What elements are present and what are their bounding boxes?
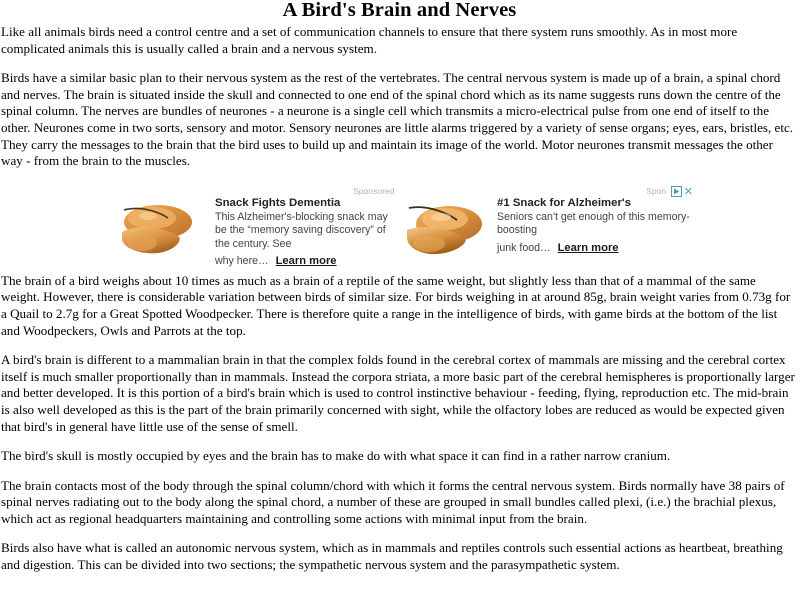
ad-text-right (497, 196, 693, 259)
ad-unit-right[interactable] (403, 183, 693, 261)
article-paragraph: Birds have a similar basic plan to their nervous system as the rest of the vertebrates. The central nervous system is made up of a brain, a spinal chord and nerves. The brain is situated inside the skull and connected to one end of the spinal chord which as its name suggests runs down the centre of the spinal column. The nerves are bundles of neurones - a neurone is a single cell which transmits a micro-electrical pulse from one end of itself to the other. Neurones come in two sorts, sensory and motor. Sensory neurones are little alarms triggered by a variety of sense organs; eyes, ears, bristles, etc. They carry the messages to the brain that the bird uses to build up and maintain its image of the world. Motor neurones transmit messages the other way - from the brain to the muscles. (1, 70, 794, 169)
article-paragraph: The bird's skull is mostly occupied by eyes and the brain has to make do with what space it can find in a rather narrow cranium. (1, 448, 671, 464)
article-paragraph: Like all animals birds need a control centre and a set of communication channels to ensure that there system runs smoothly. As in most more complicated animals this is usually called a brain and a nervous system. (1, 24, 738, 56)
sponsored-label: Spon (646, 185, 667, 196)
ad-text-left (215, 196, 399, 269)
page-title: A Bird's Brain and Nerves (282, 0, 517, 21)
ad-headline[interactable]: Snack Fights Dementia (215, 196, 341, 209)
sponsored-label: Sponsored (353, 185, 395, 196)
ad-headline[interactable]: #1 Snack for Alzheimer's (497, 196, 631, 209)
ad-cta-prefix: junk food… (497, 241, 551, 254)
ad-cta-line (497, 242, 693, 255)
article-paragraph: Birds also have what is called an autonomic nervous system, which as in mammals and reptiles controls such essential actions as heartbeat, breathing and digestion. This can be divided into two sections; the sympathetic nervous system and the parasympathetic system. (1, 540, 783, 573)
advertisement-row (1, 183, 798, 267)
ad-image-right[interactable] (403, 196, 488, 259)
ad-description: This Alzheimer's-blocking snack may be the “memory saving discovery” of the century. See (215, 210, 388, 250)
ad-cta-line (215, 255, 399, 268)
ad-cta-prefix: why here… (215, 254, 269, 267)
learn-more-link[interactable]: Learn more (275, 254, 337, 267)
ad-body[interactable] (403, 196, 693, 259)
ad-description: Seniors can't get enough of this memory-boosting (497, 210, 690, 237)
article-paragraph: The brain of a bird weighs about 10 times as much as a brain of a reptile of the same weight, but slightly less than that of a mammal of the same weight. However, there is considerable variation between birds of similar size. For birds weighing in at around 85g, brain weight varies from 0.73g for a Quail to 2.7g for a Great Spotted Woodpecker. There is therefore quite a range in the intelligence of birds, with game birds at the bottom of the list and Woodpeckers, Owls and Parrots at the top. (1, 272, 791, 338)
learn-more-link[interactable]: Learn more (557, 241, 619, 254)
close-icon[interactable]: ✕ (683, 185, 693, 198)
ad-image-left[interactable] (122, 196, 206, 259)
article-paragraph: A bird's brain is different to a mammalian brain in that the complex folds found in the cerebral cortex of mammals are missing and the cerebral cortex itself is much smaller proportionally than in mammals. Instead the corpora striata, a more basic part of the cerebral hemispheres is proportionally larger and better developed. It is this portion of a bird's brain which is used to control instinctive behaviour - feeding, flying, reproduction etc. The mid-brain is also well developed as this is the part of the brain primarily concerned with sight, while the olfactory lobes are reduced as would be expected given that bird's in general have little use of the sense of smell. (1, 352, 795, 434)
ad-unit-left[interactable] (122, 183, 399, 267)
ad-body[interactable] (122, 196, 399, 269)
article-paragraph: The brain contacts most of the body through the spinal column/chord with which it forms the central nervous system. Birds normally have 38 pairs of spinal nerves radiating out to the body along the spinal chord, a number of these are grouped in small bundles called plexi, (i.e.) the brachial plexus, which act as regional headquarters maintaining and controlling some actions with minimal input from the brain. (1, 477, 785, 526)
